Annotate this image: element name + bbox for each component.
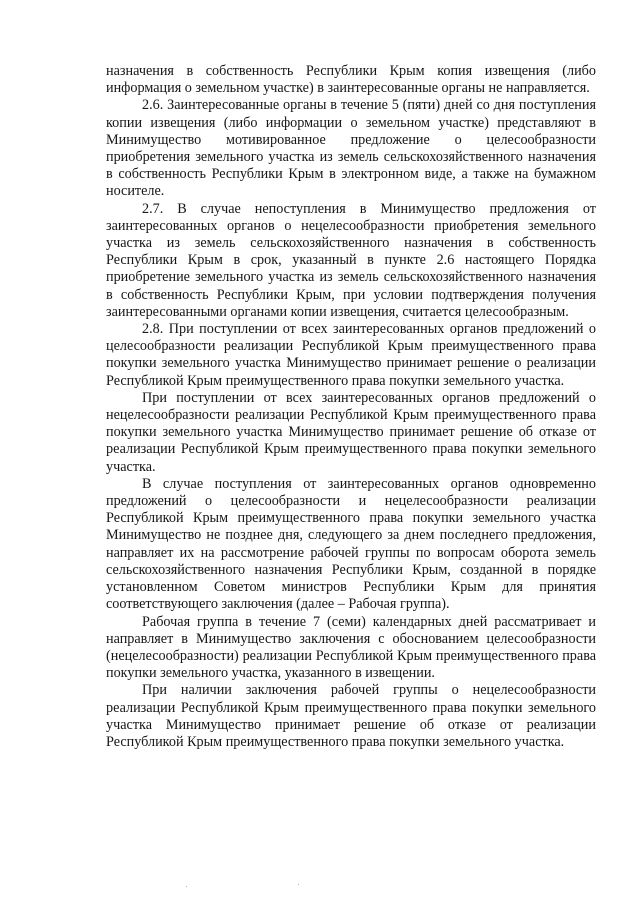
- paragraph-2-8: 2.8. При поступлении от всех заинтересованных органов предложений о целесообразности реализации Республикой Крым преимущественного права покупки земельного участка Минимущество принимает решение о реализации Республикой Крым преимущественного права покупки земельного участка.: [106, 321, 596, 389]
- paragraph-2-6: 2.6. Заинтересованные органы в течение 5 (пяти) дней со дня поступления копии извещения (либо информации о земельном участке) представляют в Минимущество мотивированное предложение о целесообразности приобретения земельного участка из земель сельскохозяйственного назначения в собственность Республики Крым в электронном виде, а также на бумажном носителе.: [106, 97, 596, 200]
- scan-speck: [298, 884, 299, 885]
- document-body: [106, 63, 596, 751]
- paragraph-working-group-review: Рабочая группа в течение 7 (семи) календарных дней рассматривает и направляет в Минимущество заключения с обоснованием целесообразности (нецелесообразности) реализации Республикой Крым преимущественного права покупки земельного участка, указанного в извещении.: [106, 613, 596, 682]
- paragraph-refusal: При поступлении от всех заинтересованных органов предложений о нецелесообразности реализации Республикой Крым преимущественного права покупки земельного участка Минимущество принимает решение об отказе от реализации Республикой Крым преимущественного права покупки земельного участка.: [106, 389, 596, 475]
- paragraph-continuation: назначения в собственность Республики Крым копия извещения (либо информация о земельном участке) в заинтересованные органы не направляется.: [106, 63, 596, 97]
- paragraph-2-7: 2.7. В случае непоступления в Минимущество предложения от заинтересованных органов о нецелесообразности приобретения земельного участка из земель сельскохозяйственного назначения в собственность Республики Крым в срок, указанный в пункте 2.6 настоящего Порядка приобретение земельного участка из земель сельскохозяйственного назначения в собственность Республики Крым, при условии подтверждения получения заинтересованными органами копии извещения, считается целесообразным.: [106, 200, 596, 320]
- paragraph-working-group: В случае поступления от заинтересованных органов одновременно предложений о целесообразности и нецелесообразности реализации Республикой Крым преимущественного права покупки земельного участка Минимущество не позднее дня, следующего за днем последнего предложения, направляет их на рассмотрение рабочей группы по вопросам оборота земель сельскохозяйственного назначения Республики Крым, созданной в порядке установленном Советом министров Республики Крым для принятия соответствующего заключения (далее – Рабочая группа).: [106, 475, 596, 613]
- scan-speck: [186, 886, 187, 887]
- paragraph-final-decision: При наличии заключения рабочей группы о нецелесообразности реализации Республикой Крым преимущественного права покупки земельного участка Минимущество принимает решение об отказе от реализации Республикой Крым преимущественного права покупки земельного участка.: [106, 682, 596, 750]
